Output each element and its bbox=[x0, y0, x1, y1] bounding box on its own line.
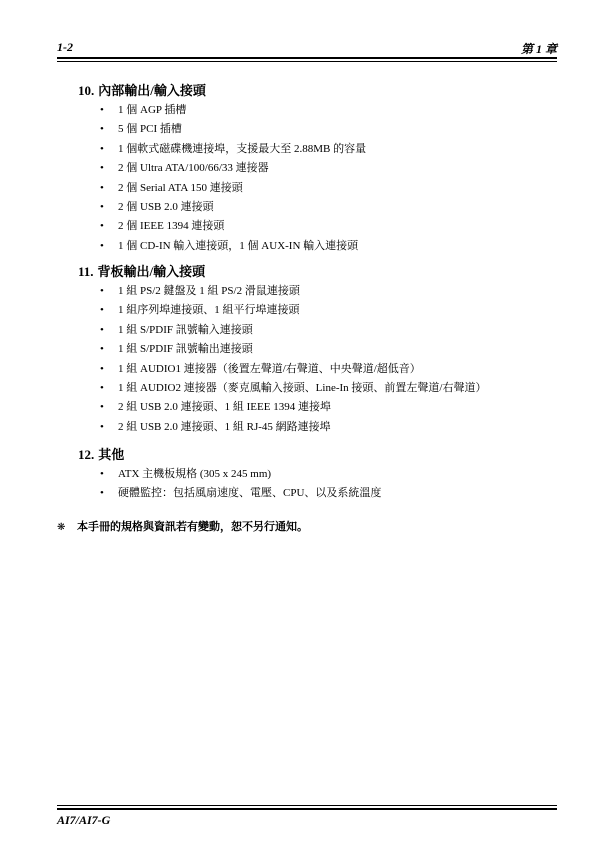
list-item: • 2 組 USB 2.0 連接頭、1 組 RJ-45 網路連接埠 bbox=[78, 418, 548, 437]
section-title bbox=[78, 81, 548, 101]
list-item: • ATX 主機板規格 (305 x 245 mm) bbox=[78, 465, 548, 484]
list-item: • 1 個 AGP 插槽 bbox=[78, 101, 548, 120]
bullet: • bbox=[100, 104, 104, 116]
bullet: • bbox=[100, 220, 104, 233]
notice bbox=[57, 518, 308, 534]
section-other bbox=[78, 445, 548, 504]
notice-text: 本手冊的規格與資訊若有變動，恕不另行通知。 bbox=[77, 520, 308, 533]
bullet: • bbox=[100, 304, 104, 317]
section-number: 11. bbox=[78, 264, 94, 279]
item-list bbox=[78, 101, 548, 256]
bullet: • bbox=[100, 362, 104, 375]
bullet: • bbox=[100, 401, 104, 414]
bullet: • bbox=[100, 343, 104, 356]
list-item: • 1 組序列埠連接頭、1 組平行埠連接頭 bbox=[78, 301, 548, 320]
list-item: • 1 組 S/PDIF 訊號輸入連接頭 bbox=[78, 321, 548, 340]
section-number: 10. bbox=[78, 83, 95, 98]
section-title bbox=[78, 262, 548, 282]
bullet: • bbox=[100, 285, 104, 297]
list-item: • 1 組 S/PDIF 訊號輸出連接頭 bbox=[78, 340, 548, 359]
bullet: • bbox=[100, 381, 104, 394]
list-item: • 1 組 AUDIO1 連接器（後置左聲道/右聲道、中央聲道/超低音） bbox=[78, 360, 548, 379]
list-item: • 2 組 USB 2.0 連接頭、1 組 IEEE 1394 連接埠 bbox=[78, 398, 548, 417]
asterisk-icon: ❋ bbox=[57, 522, 66, 533]
chapter-label: 第 1 章 bbox=[520, 42, 557, 56]
page-header bbox=[57, 40, 557, 56]
list-item: • 硬體監控：包括風扇速度、電壓、CPU、以及系統溫度 bbox=[78, 484, 548, 503]
footer-rule-thin bbox=[57, 805, 557, 806]
item-list bbox=[78, 282, 548, 437]
bullet: • bbox=[100, 162, 104, 175]
footer-rule-thick bbox=[57, 808, 557, 810]
list-item: • 5 個 PCI 插槽 bbox=[78, 120, 548, 139]
list-item: • 2 個 Serial ATA 150 連接頭 bbox=[78, 179, 548, 198]
list-item: • 1 組 PS/2 鍵盤及 1 組 PS/2 滑鼠連接頭 bbox=[78, 282, 548, 301]
list-item: • 1 組 AUDIO2 連接器（麥克風輸入接頭、Line-In 接頭、前置左聲道/右聲道） bbox=[78, 379, 548, 398]
list-item: • 2 個 IEEE 1394 連接頭 bbox=[78, 217, 548, 236]
section-heading: 內部輸出/輸入接頭 bbox=[98, 83, 206, 98]
bullet: • bbox=[100, 142, 104, 155]
list-item: • 1 個 CD-IN 輸入連接頭，1 個 AUX-IN 輸入連接頭 bbox=[78, 237, 548, 256]
bullet: • bbox=[100, 323, 104, 336]
header-rule-thick bbox=[57, 57, 557, 59]
header-rule-thin bbox=[57, 61, 557, 62]
bullet: • bbox=[100, 181, 104, 194]
page-number: 1-2 bbox=[57, 40, 73, 54]
list-item: • 1 個軟式磁碟機連接埠，支援最大至 2.88MB 的容量 bbox=[78, 140, 548, 159]
list-item: • 2 個 Ultra ATA/100/66/33 連接器 bbox=[78, 159, 548, 178]
bullet: • bbox=[100, 239, 104, 252]
section-rear-io bbox=[78, 262, 548, 437]
bullet: • bbox=[100, 487, 104, 500]
section-heading: 其他 bbox=[98, 447, 125, 462]
list-item: • 2 個 USB 2.0 連接頭 bbox=[78, 198, 548, 217]
section-number: 12. bbox=[78, 447, 95, 462]
bullet: • bbox=[100, 420, 104, 433]
section-internal-io bbox=[78, 81, 548, 256]
model-label: AI7/AI7-G bbox=[57, 813, 111, 827]
bullet: • bbox=[100, 200, 104, 213]
section-title bbox=[78, 445, 548, 465]
bullet: • bbox=[100, 123, 104, 136]
item-list bbox=[78, 465, 548, 504]
bullet: • bbox=[100, 468, 104, 480]
section-heading: 背板輸出/輸入接頭 bbox=[97, 264, 206, 279]
